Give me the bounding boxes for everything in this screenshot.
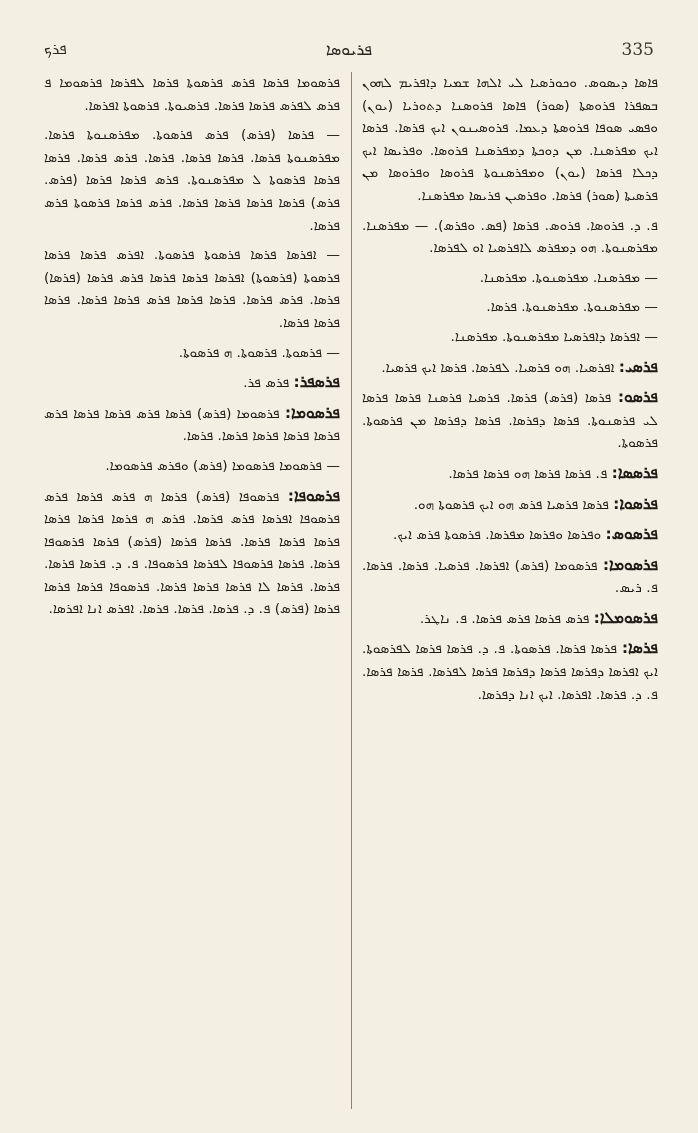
- entry-lemma: ܦܪܣܝ:: [618, 357, 658, 376]
- entry-text: — ܐܦܪܣܐ ܕܐܦܪܣܝܐ ܡܦܪܣܢܘܬܐ. ܡܦܪܣܢܐ.: [450, 328, 658, 345]
- running-head: ܦܪܝܘܣܐ: [325, 40, 373, 59]
- running-head-left: ܦܪܟ: [44, 40, 67, 58]
- dictionary-entry: [362, 554, 658, 600]
- entry-lemma: ܦܪܣܣܐ:: [611, 463, 658, 482]
- entry-text: ܦܪܣܘܡܐ (ܦܪܣ) ܦܪܣܐ ܦܪܣ ܦܪܣܐ ܦܪܣܐ ܦܪܣ ܦܪܣܐ ܦܪܣܐ ܦܪܣܐ ܦܪܣܐ. ܦܪܣܐ.: [44, 405, 340, 445]
- entry-text: — ܦܪܣܘܡܐ ܦܪܣܘܡܐ (ܦܪܣ) ܘܦܪܣ ܦܪܣܘܡܐ.: [105, 457, 340, 474]
- dictionary-entry: [44, 402, 340, 448]
- two-column-body: [44, 72, 658, 1109]
- entry-text: — ܦܪܣܐ (ܦܪܣ) ܦܪܣ ܦܪܣܘܬܐ. ܡܦܪܣܢܘܬܐ ܦܪܣܐ. ܡܦܪܣܢܘܬܐ ܦܪܣܐ. ܦܪܣܐ ܦܪܣܐ. ܦܪܣܐ. ܦܪܣ ܦܪܣܐ. ܦܪܣܐ ܦܪܣܐ ܦܪܣܘܬܐ ܠ ܡܦܪܣܢܘܬܐ. ܦܪܣ ܦܪܣܐ ܦܪܣܐ (ܦܪܣ. ܦܪܣ) ܦܪܣܐ ܦܪܣܐ ܦܪܣܐ ܦܪܣܐ. ܦܪܣ ܦܪܣܐ ܦܪܣܘܬܐ ܦܪܣ ܦܪܣܐ.: [44, 127, 340, 234]
- dictionary-entry: [362, 296, 658, 319]
- dictionary-entry: [44, 72, 340, 117]
- dictionary-entry: [362, 267, 658, 290]
- dictionary-entry: [362, 356, 658, 380]
- entry-text: ܐܦܪܣܝܐ. ܗܘ ܦܪܣܝܐ. ܠܦܪܣܐ. ܦܪܣܐ ܐܝܟ ܦܪܣܝܐ.: [381, 359, 615, 376]
- dictionary-entry: [362, 326, 658, 349]
- entry-lemma: ܦܪܣܐ:: [621, 639, 658, 658]
- entry-text: ܦܪܣ ܦܪܣܐ ܦܪܣ ܦܪܣܐ. ܦ. ܢܐܛܪ.: [419, 610, 590, 627]
- entry-lemma: ܦܪܣܘ:: [617, 388, 658, 407]
- dictionary-entry: [44, 124, 340, 237]
- entry-text: ܦܐܣܐ ܕܝܣܘܣ. ܘܟܘܪܣܝܐ ܠܝ ܐܠܗܐ ܫܡܝܐ ܕܐܦܪܝܡ ܠܗܘܢ ܒܣܦܪܐ ܦܪܘܣܬܐ (ܣܘܪ) ܦܐܣܐ ܦܪܘܣܢܐ ܕܬܘܪܝܐ (ܝܘܢ) ܘܦܣܝ ܣܘܦܐ ܦܪܘܣܬܐ ܕܥܡܐ. ܦܪܘܣܝܢܘܢ ܐܝܟ ܦܪܣܐ. ܦܪܣܐ ܐܝܟ ܡܦܪܣܢܐ. ܡܢ ܕܘܟܬܐ ܕܡܦܪܣܢܐ ܦܪܘܣܐ. ܘܦܪܝܣܐ ܐܝܟ ܕܟܠܐ ܦܪܣܐ (ܝܘܢ) ܘܡܦܪܣܢܘܬܐ ܦܪܘܣܐ ܘܦܪܘܣܐ ܡܢ ܦܪܣܝܬܐ (ܣܘܪ) ܦܪܣܐ. ܘܦܪܣܝܢ ܦܪܝܣܐ ܡܦܪܣܢܐ.: [362, 75, 658, 204]
- entry-text: — ܡܦܪܣܢܐ. ܡܦܪܣܢܘܬܐ. ܡܦܪܣܢܐ.: [479, 269, 658, 286]
- entry-text: ܦܪܣܐ ܦܪܣܐ. ܦܪܣܘܬܐ. ܦ. ܕ. ܦܪܣܐ ܦܪܣܐ ܠܦܪܣܘܬܐ. ܐܝܟ ܐܦܪܣܐ ܕܦܪܣܐ ܦܪܣܐ ܕܦܪܣܐ ܦܪܣܐ ܠܦܪܣܐ. ܦܪܣܐ ܦܪܣܐ. ܦ. ܕ. ܦܪܣܐ. ܐܦܪܣܐ. ܐܝܟ ܐܢܐ ܕܦܪܣܐ.: [362, 641, 658, 703]
- dictionary-entry: [44, 244, 340, 334]
- dictionary-entry: [44, 371, 340, 395]
- entry-text: ܦܪܣܘܡܐ (ܦܪܣ) ܐܦܪܣܐ. ܦܪܣܝܐ. ܦܪܣܐ. ܦܪܣܐ. ܦ. ܪܝܣ.: [362, 557, 658, 597]
- dictionary-entry: [362, 493, 658, 517]
- dictionary-entry: [362, 607, 658, 631]
- entry-text: ܦܪܣ ܦܪ.: [243, 375, 290, 392]
- entry-text: — ܦܪܣܘܬܐ. ܦܪܣܘܬܐ. ܗ ܦܪܣܘܬܐ.: [178, 344, 340, 361]
- dictionary-entry: [362, 386, 658, 455]
- entry-lemma: ܦܪܣܘܦܐ:: [287, 486, 340, 505]
- dictionary-entry: [44, 485, 340, 622]
- entry-text: ܘܦܪܣܐ ܘܦܪܣܐ ܡܦܪܣܐ. ܦܪܣܘܬܐ ܦܪܣ ܐܝܟ.: [393, 527, 602, 544]
- dictionary-entry: [362, 523, 658, 547]
- entry-text: ܦܪܣܘܦܐ (ܦܪܣ) ܦܪܣܐ ܗ ܦܪܣ ܦܪܣܐ ܦܪܣ ܦܪܣܘܦܐ ܐܦܪܣܐ ܦܪܣ ܦܪܣܐ. ܦܪܣ ܗ ܦܪܣܐ ܦܪܣܐ ܦܪܣܐ ܦܪܣܐ ܦܪܣܐ ܦܪܣܐ. ܦܪܣܐ ܦܪܣܐ (ܦܪܣ) ܦܪܣܐ ܦܪܣܘܦܐ ܦܪܣܐ. ܦܪܣܐ ܦܪܣܘܦܐ ܠܦܪܣܐ ܦܪܣܘܦܐ. ܦ. ܕ. ܦܪܣܐ ܦܪܣܐ. ܦܪܣܐ. ܦܪܣܐ ܠܐ ܦܪܣܐ ܦܪܣܐ ܦܪܣܐ. ܦܪܣܘܦܐ ܦܪܣܐ ܦܪܣܐ ܦܪܣܐ (ܦܪܣ) ܦ. ܕ. ܦܪܣܐ. ܦܪܣܐ. ܦܪܣܐ. ܐܦܪܣ ܐܢܐ ܐܦܪܣܐ.: [44, 488, 340, 618]
- dictionary-entry: [362, 72, 658, 208]
- entry-lemma: ܦܪܣܘܐ:: [613, 494, 658, 513]
- entry-text: — ܡܦܪܣܢܘܬܐ. ܡܦܪܣܢܘܬܐ. ܦܪܣܐ.: [486, 299, 658, 316]
- right-column: [362, 72, 658, 1109]
- entry-text: ܦܪܣܐ (ܦܪܣ) ܦܪܣܐ. ܦܪܣܝܐ ܦܪܣܢܐ ܦܪܣܐ ܦܪܣܐ ܠܝ ܦܪܣܢܘܬܐ. ܦܪܣܐ ܕܦܪܣܐ. ܦܪܣܐ ܕܦܪܣܐ ܡܢ ܦܪܣܘܬܐ. ܦܪܣܘܬܐ.: [362, 390, 658, 452]
- entry-lemma: ܦܪܣܘܡܠܐ:: [593, 608, 658, 627]
- page-header: [44, 40, 654, 66]
- dictionary-entry: [44, 455, 340, 478]
- page-number: 335: [621, 40, 654, 60]
- left-column: [44, 72, 340, 1109]
- entry-lemma: ܦܪܣܘܡܐ:: [284, 403, 340, 422]
- dictionary-entry: [362, 215, 658, 260]
- dictionary-entry: [362, 637, 658, 706]
- column-divider: [351, 72, 352, 1109]
- dictionary-entry: [362, 462, 658, 486]
- entry-text: ܦܪܣܘܡܐ ܦܪܣܐ ܦܪܣ ܦܪܣܘܬܐ ܦܪܣܐ ܠܦܪܣܐ ܦܪܣܘܡܐ ܦ ܦܪܣ ܠܦܪܣ ܦܪܣܐ ܦܪܣܐ. ܦܪܣܝܘܬܐ. ܦܪܣܘܬܐ ܐܦܪܣܐ.: [44, 75, 340, 114]
- entry-lemma: ܦܪܣܘܡܐ:: [602, 555, 658, 574]
- entry-text: ܦ. ܕ. ܦܪܘܣܐ. ܦܪܘܣ. ܦܪܣܐ (ܦܣ. ܘܦܪܣ). — ܡܦܪܣܢܐ. ܡܦܪܣܢܘܬܐ. ܗܘ ܕܡܦܪܣ ܠܐܦܪܣܝܐ ܐܘ ܠܦܪܣܐ.: [362, 217, 658, 257]
- dictionary-entry: [44, 342, 340, 365]
- entry-text: ܦܪܣܐ ܦܪܣܝܐ ܦܪܣ ܗܘ ܐܝܟ ܦܪܣܘܬܐ ܗܘ.: [413, 496, 609, 513]
- entry-text: — ܐܦܪܣܐ ܦܪܣܐ ܦܪܣܘܬܐ ܦܪܣܘܬܐ. ܐܦܪܣ ܦܪܣܐ ܦܪܣܐ ܦܪܣܘܬܐ (ܦܪܣܘܬܐ) ܐܦܪܣܐ ܦܪܣܐ ܦܪܣܐ ܦܪܣ ܦܪܣܐ (ܦܪܣܐ) ܦܪܣܐ. ܦܪܣ ܦܪܣܐ. ܦܪܣܐ ܦܪܣܐ ܦܪܣ ܦܪܣܐ ܦܪܣܐ. ܦܪܣܐ ܦܪܣܐ ܦܪܣܐ.: [44, 247, 340, 331]
- entry-text: ܦ. ܦܪܣܐ ܦܪܣܐ ܗܘ ܦܪܣܐ ܦܪܣܐ.: [448, 465, 608, 482]
- entry-lemma: ܦܪܣܦܪ:: [293, 373, 340, 392]
- entry-lemma: ܦܪܣܘܣ:: [605, 525, 658, 544]
